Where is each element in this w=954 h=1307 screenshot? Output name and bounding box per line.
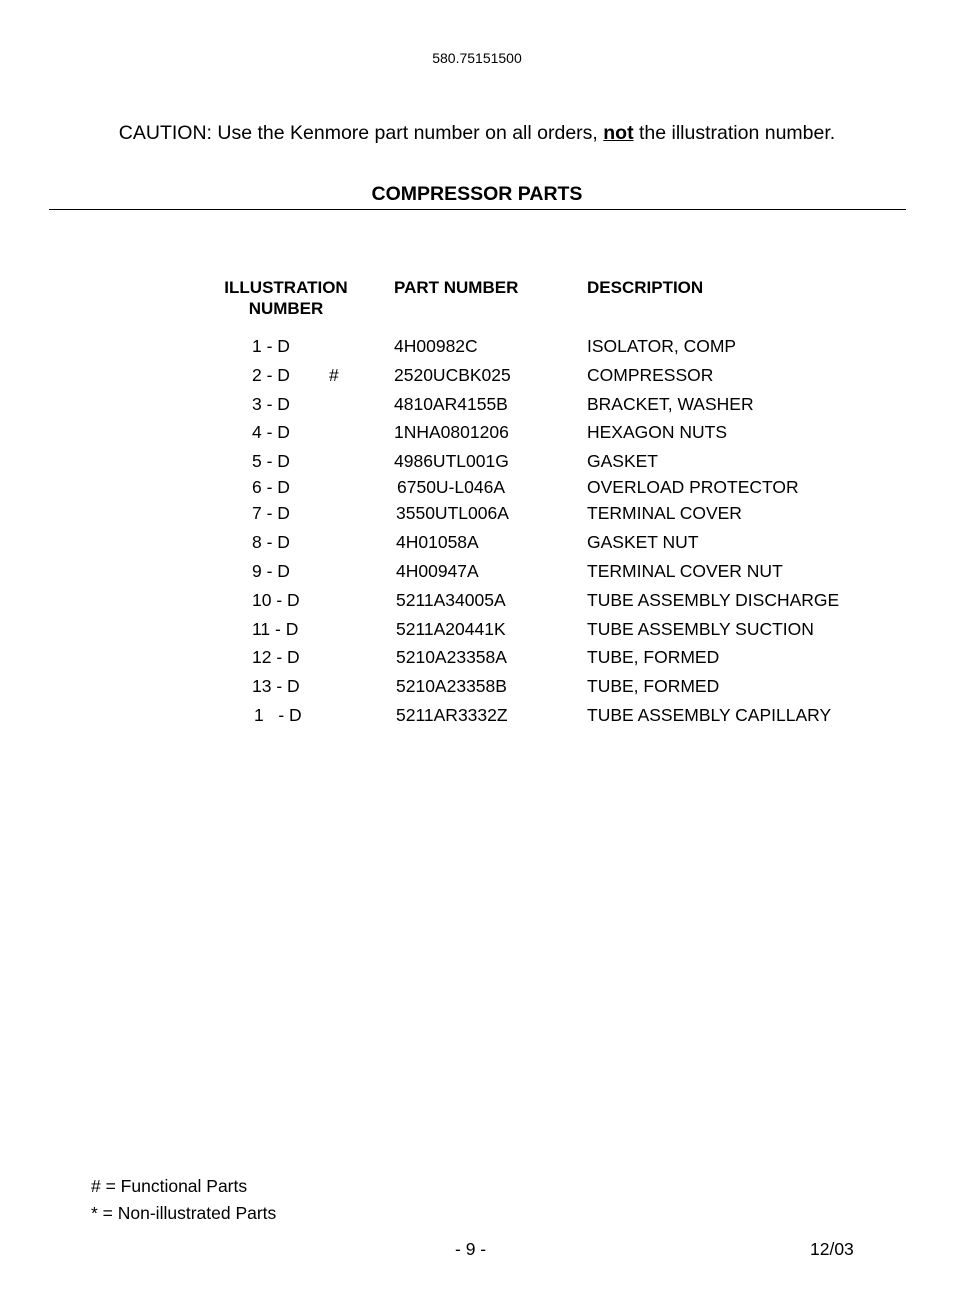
description-cell: TUBE ASSEMBLY DISCHARGE	[587, 590, 840, 610]
page-number: - 9 -	[455, 1239, 487, 1259]
functional-flag-cell: #	[329, 365, 339, 385]
column-header-illustration-line1: ILLUSTRATION	[224, 278, 348, 297]
illustration-number-cell: 6 - D	[252, 477, 290, 497]
part-number-cell: 3550UTL006A	[396, 503, 509, 523]
illustration-number-cell: 1 - D	[252, 336, 290, 356]
part-number-cell: 5210A23358A	[396, 647, 507, 667]
part-number-cell: 4H01058A	[396, 532, 479, 552]
part-number-cell: 5211A20441K	[396, 619, 506, 639]
part-number-cell: 4H00982C	[394, 336, 478, 356]
part-number-cell: 2520UCBK025	[394, 365, 511, 385]
description-cell: TUBE, FORMED	[587, 676, 720, 696]
caution-prefix: CAUTION: Use the Kenmore part number on all orders,	[118, 122, 604, 144]
illustration-number-cell: 11 - D	[252, 619, 299, 639]
column-header-part-number: PART NUMBER	[394, 278, 519, 297]
section-divider	[49, 209, 906, 210]
illustration-number-cell: 1 - D	[254, 705, 302, 725]
illustration-number-cell: 5 - D	[252, 451, 290, 471]
part-number-cell: 1NHA0801206	[394, 422, 509, 442]
model-number: 580.75151500	[432, 50, 522, 66]
column-header-description: DESCRIPTION	[587, 278, 704, 297]
page-date: 12/03	[810, 1239, 854, 1259]
description-cell: TERMINAL COVER NUT	[587, 561, 783, 581]
illustration-number-cell: 12 - D	[252, 647, 300, 667]
description-cell: COMPRESSOR	[587, 365, 714, 385]
description-cell: TUBE ASSEMBLY SUCTION	[587, 619, 814, 639]
part-number-cell: 4H00947A	[396, 561, 479, 581]
description-cell: GASKET NUT	[587, 532, 699, 552]
description-cell: BRACKET, WASHER	[587, 394, 754, 414]
part-number-cell: 5211A34005A	[396, 590, 506, 610]
illustration-number-cell: 4 - D	[252, 422, 290, 442]
column-header-illustration-number	[210, 277, 362, 319]
caution-emphasis: not	[603, 122, 634, 144]
illustration-number-cell: 8 - D	[252, 532, 290, 552]
legend-functional-parts: # = Functional Parts	[91, 1176, 248, 1196]
illustration-number-cell: 13 - D	[252, 676, 300, 696]
caution-notice	[0, 122, 954, 145]
illustration-number-cell: 2 - D	[252, 365, 290, 385]
description-cell: TUBE ASSEMBLY CAPILLARY	[587, 705, 832, 725]
column-header-illustration-line2: NUMBER	[248, 299, 324, 318]
caution-suffix: the illustration number.	[633, 122, 836, 144]
illustration-number-cell: 3 - D	[252, 394, 290, 414]
legend-non-illustrated-parts: * = Non-illustrated Parts	[91, 1203, 277, 1223]
description-cell: ISOLATOR, COMP	[587, 336, 737, 356]
illustration-number-cell: 7 - D	[252, 503, 290, 523]
part-number-cell: 6750U-L046A	[397, 477, 505, 497]
description-cell: HEXAGON NUTS	[587, 422, 728, 442]
section-title: COMPRESSOR PARTS	[371, 183, 583, 205]
part-number-cell: 4810AR4155B	[394, 394, 508, 414]
part-number-cell: 5211AR3332Z	[396, 705, 508, 725]
illustration-number-cell: 10 - D	[252, 590, 300, 610]
description-cell: OVERLOAD PROTECTOR	[587, 477, 799, 497]
part-number-cell: 5210A23358B	[396, 676, 507, 696]
description-cell: TUBE, FORMED	[587, 647, 720, 667]
illustration-number-cell: 9 - D	[252, 561, 290, 581]
part-number-cell: 4986UTL001G	[394, 451, 509, 471]
description-cell: GASKET	[587, 451, 658, 471]
description-cell: TERMINAL COVER	[587, 503, 742, 523]
